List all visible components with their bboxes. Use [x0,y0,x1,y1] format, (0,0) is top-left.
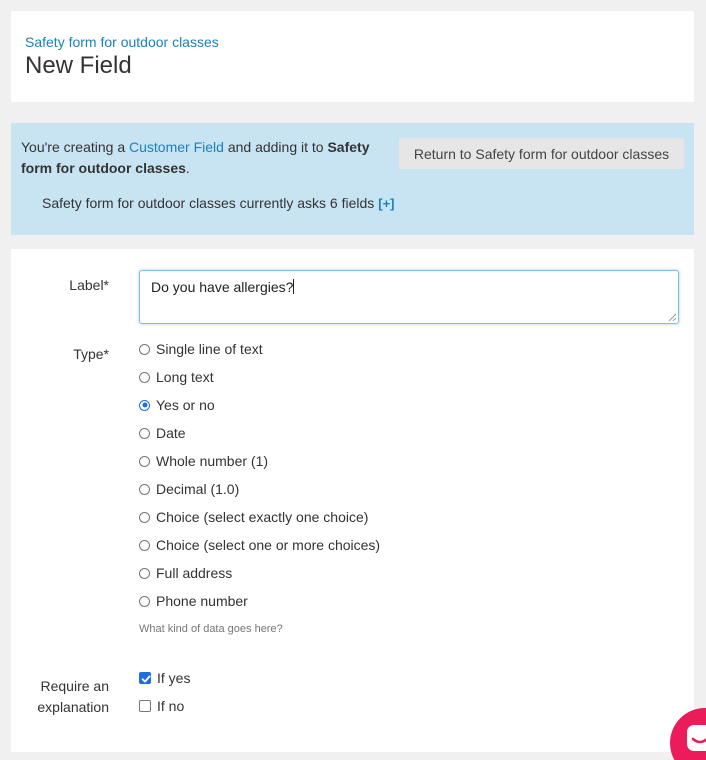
type-option[interactable] [139,563,232,583]
label-input-value: Do you have allergies? [151,279,294,295]
explanation-option[interactable] [139,696,184,716]
info-text [21,137,381,179]
type-option-label: Whole number (1) [156,453,269,469]
explanation-option-label: If no [157,698,185,714]
type-option-label: Choice (select exactly one choice) [156,509,369,525]
type-radio[interactable] [139,540,150,551]
type-option[interactable] [139,591,248,611]
info-prefix: You're creating a [21,139,130,155]
type-option[interactable] [139,535,380,555]
type-radio[interactable] [139,400,150,411]
type-hint: What kind of data goes here? [139,623,283,635]
type-radio[interactable] [139,484,150,495]
type-radio[interactable] [139,596,150,607]
require-explanation-line2: explanation [37,699,109,715]
type-option-label: Full address [156,565,233,581]
require-explanation-line1: Require an [40,678,109,694]
explanation-option[interactable] [139,668,190,688]
type-option[interactable] [139,479,239,499]
info-suffix: . [185,160,190,176]
breadcrumb-link[interactable]: Safety form for outdoor classes [25,34,219,50]
type-option[interactable] [139,423,186,443]
type-option-label: Yes or no [156,397,215,413]
field-count-line [42,195,395,211]
info-middle: and adding it to [223,139,328,155]
type-radio[interactable] [139,372,150,383]
type-radio[interactable] [139,344,150,355]
type-option-label: Choice (select one or more choices) [156,537,381,553]
type-option[interactable] [139,339,263,359]
explanation-checkbox[interactable] [139,672,151,684]
type-option-label: Long text [156,369,214,385]
page-title: New Field [25,52,132,79]
label-field-label: Label* [69,277,109,293]
header-card [11,11,694,102]
type-option-label: Date [156,425,186,441]
type-option[interactable] [139,367,214,387]
type-radio[interactable] [139,568,150,579]
explanation-option-label: If yes [157,670,191,686]
text-cursor [293,279,294,294]
form-name: Safety form for outdoor classes [21,139,370,176]
info-panel [11,123,694,235]
type-option[interactable] [139,451,268,471]
type-option[interactable] [139,507,368,527]
type-field-label: Type* [73,346,109,362]
type-radio[interactable] [139,456,150,467]
field-count-text: Safety form for outdoor classes currently asks 6 fields [42,195,375,211]
explanation-checkbox[interactable] [139,700,151,712]
return-to-form-button[interactable]: Return to Safety form for outdoor classes [399,138,684,169]
type-option-label: Phone number [156,593,248,609]
customer-field-link[interactable]: Customer Field [129,139,224,155]
type-option-label: Single line of text [156,341,263,357]
plus-icon[interactable]: [+] [378,196,395,211]
type-option[interactable] [139,395,215,415]
type-radio[interactable] [139,428,150,439]
checkmark-icon [140,673,152,685]
chat-icon [684,722,706,754]
type-radio[interactable] [139,512,150,523]
require-explanation-label [11,676,109,718]
type-option-label: Decimal (1.0) [156,481,240,497]
label-input[interactable] [139,270,679,324]
resize-handle-icon[interactable] [668,313,676,321]
form-card [11,249,694,752]
